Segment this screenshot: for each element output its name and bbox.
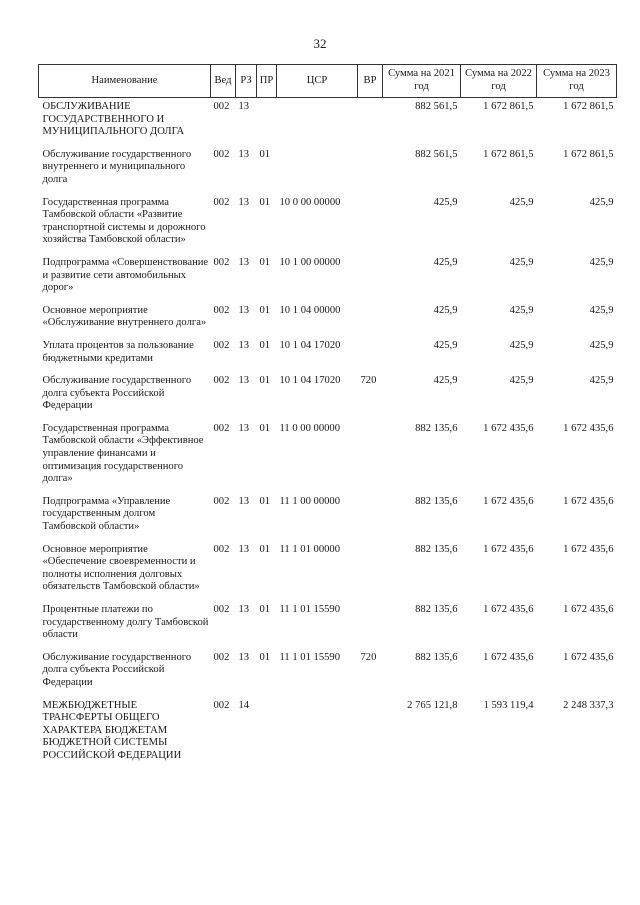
cell-sum-2023: 1 672 861,5 — [563, 101, 614, 112]
cell-ved: 002 — [213, 101, 230, 112]
table-row — [39, 544, 617, 604]
cell-sum-2022: 1 672 861,5 — [483, 101, 534, 112]
cell-csr: 10 1 04 17020 — [279, 339, 341, 351]
cell-sum-2022: 1 672 435,6 — [483, 495, 534, 507]
cell-csr: 11 1 01 00000 — [279, 543, 341, 555]
table-row — [39, 257, 617, 305]
cell-vr — [358, 423, 383, 496]
cell-vr — [358, 544, 383, 604]
cell-pr: 01 — [259, 196, 271, 208]
cell-sum-2022: 425,9 — [509, 375, 534, 387]
cell-csr: 11 1 00 00000 — [279, 495, 341, 507]
header-vr: ВР — [358, 65, 383, 98]
cell-pr: 01 — [259, 651, 271, 663]
cell-name: Обслуживание государственного внутреннего и муниципального долга — [42, 148, 192, 185]
cell-rz: 13 — [238, 101, 250, 112]
cell-sum-2022: 1 672 435,6 — [483, 651, 534, 663]
cell-sum-2023: 1 672 435,6 — [563, 495, 614, 507]
cell-vr — [358, 340, 383, 375]
cell-sum-2022: 425,9 — [509, 304, 534, 316]
cell-rz: 13 — [238, 422, 250, 434]
cell-csr: 10 1 04 17020 — [279, 375, 341, 387]
cell-name: Уплата процентов за пользование бюджетными кредитами — [42, 339, 194, 364]
table-row — [39, 604, 617, 652]
cell-sum-2021: 882 561,5 — [415, 101, 458, 112]
table-body — [39, 98, 617, 773]
cell-ved: 002 — [213, 256, 230, 268]
header-pr: ПР — [257, 65, 277, 98]
cell-vr — [358, 257, 383, 305]
cell-ved: 002 — [213, 148, 230, 160]
cell-vr — [358, 98, 383, 149]
cell-name: Основное мероприятие «Обслуживание внутреннего долга» — [42, 304, 207, 329]
cell-pr: 01 — [259, 604, 271, 615]
table-row — [39, 149, 617, 197]
cell-vr — [358, 700, 383, 773]
cell-vr — [358, 149, 383, 197]
cell-sum-2021: 882 135,6 — [415, 422, 458, 434]
cell-pr: 01 — [259, 543, 271, 555]
cell-sum-2021: 882 135,6 — [415, 651, 458, 663]
cell-vr — [358, 496, 383, 544]
cell-name: Процентные платежи по государственному долгу Тамбовской области — [42, 604, 209, 641]
cell-sum-2023: 1 672 435,6 — [563, 651, 614, 663]
cell-vr: 720 — [360, 375, 377, 387]
cell-rz: 13 — [238, 256, 250, 268]
cell-rz: 13 — [238, 339, 250, 351]
cell-rz: 13 — [238, 543, 250, 555]
table-row — [39, 652, 617, 700]
cell-name: Подпрограмма «Управление государственным долгом Тамбовской области» — [42, 495, 171, 533]
cell-ved: 002 — [213, 304, 230, 316]
cell-csr — [277, 98, 358, 149]
cell-sum-2023: 2 248 337,3 — [563, 699, 614, 711]
header-sum-2021: Сумма на 2021 год — [383, 65, 461, 98]
table-row — [39, 197, 617, 257]
cell-sum-2022: 1 672 861,5 — [483, 148, 534, 160]
cell-name: ОБСЛУЖИВАНИЕ ГОСУДАРСТВЕННОГО И МУНИЦИПАЛЬНОГО ДОЛГА — [42, 101, 185, 138]
cell-csr — [277, 700, 358, 773]
cell-pr: 01 — [259, 375, 271, 387]
cell-pr: 01 — [259, 422, 271, 434]
cell-name: Обслуживание государственного долга субъекта Российской Федерации — [42, 651, 192, 688]
table-row — [39, 340, 617, 375]
cell-sum-2023: 425,9 — [589, 196, 614, 208]
cell-ved: 002 — [213, 495, 230, 507]
cell-rz: 13 — [238, 495, 250, 507]
cell-sum-2021: 425,9 — [433, 196, 458, 208]
cell-csr: 11 0 00 00000 — [279, 422, 341, 434]
header-ved: Вед — [211, 65, 236, 98]
cell-csr: 10 1 00 00000 — [279, 256, 341, 268]
cell-sum-2023: 425,9 — [589, 375, 614, 387]
cell-name: Государственная программа Тамбовской области «Эффективное управление финансами и оптимизация государственного долга» — [42, 422, 204, 485]
cell-pr — [257, 700, 277, 773]
cell-sum-2022: 1 672 435,6 — [483, 604, 534, 615]
cell-rz: 14 — [238, 699, 250, 711]
cell-rz: 13 — [238, 651, 250, 663]
table-row — [39, 98, 617, 149]
cell-ved: 002 — [213, 375, 230, 387]
table-row — [39, 305, 617, 340]
cell-sum-2022: 425,9 — [509, 256, 534, 268]
cell-rz: 13 — [238, 604, 250, 615]
page-number: 32 — [313, 36, 327, 51]
cell-ved: 002 — [213, 699, 230, 711]
cell-pr: 01 — [259, 304, 271, 316]
cell-sum-2023: 425,9 — [589, 339, 614, 351]
cell-csr: 11 1 01 15590 — [279, 604, 341, 615]
table-header — [39, 65, 617, 98]
table-row — [39, 700, 617, 773]
cell-sum-2023: 1 672 435,6 — [563, 543, 614, 555]
header-sum-2022: Сумма на 2022 год — [461, 65, 537, 98]
cell-vr — [358, 197, 383, 257]
cell-csr: 10 1 04 00000 — [279, 304, 341, 316]
cell-pr: 01 — [259, 495, 271, 507]
header-sum-2023: Сумма на 2023 год — [537, 65, 617, 98]
cell-sum-2021: 882 135,6 — [415, 495, 458, 507]
cell-sum-2023: 1 672 861,5 — [563, 148, 614, 160]
header-rz: РЗ — [236, 65, 257, 98]
cell-name: Государственная программа Тамбовской области «Развитие транспортной системы и дорожного хозяйства Тамбовской области» — [42, 196, 206, 246]
table-row — [39, 423, 617, 496]
cell-sum-2022: 425,9 — [509, 196, 534, 208]
budget-table — [38, 64, 617, 773]
cell-vr — [358, 604, 383, 652]
cell-sum-2023: 425,9 — [589, 304, 614, 316]
cell-sum-2023: 1 672 435,6 — [563, 604, 614, 615]
table-row — [39, 496, 617, 544]
cell-rz: 13 — [238, 375, 250, 387]
cell-pr: 01 — [259, 339, 271, 351]
cell-ved: 002 — [213, 651, 230, 663]
cell-name: МЕЖБЮДЖЕТНЫЕ ТРАНСФЕРТЫ ОБЩЕГО ХАРАКТЕРА БЮДЖЕТАМ БЮДЖЕТНОЙ СИСТЕМЫ РОССИЙСКОЙ ФЕДЕРАЦИИ — [42, 699, 182, 761]
cell-rz: 13 — [238, 304, 250, 316]
cell-csr — [277, 149, 358, 197]
cell-rz: 13 — [238, 196, 250, 208]
cell-ved: 002 — [213, 543, 230, 555]
cell-sum-2021: 882 135,6 — [415, 543, 458, 555]
cell-name: Основное мероприятие «Обеспечение своевременности и полноты исполнения долговых обязательств Тамбовской области» — [42, 543, 200, 593]
cell-rz: 13 — [238, 148, 250, 160]
cell-name: Подпрограмма «Совершенствование и развитие сети автомобильных дорог» — [42, 256, 209, 294]
header-csr: ЦСР — [277, 65, 358, 98]
cell-sum-2022: 1 672 435,6 — [483, 422, 534, 434]
cell-sum-2023: 425,9 — [589, 256, 614, 268]
cell-sum-2021: 882 135,6 — [415, 604, 458, 615]
table-row — [39, 375, 617, 423]
cell-vr: 720 — [360, 651, 377, 663]
cell-ved: 002 — [213, 604, 230, 615]
cell-sum-2021: 425,9 — [433, 375, 458, 387]
cell-sum-2021: 425,9 — [433, 256, 458, 268]
cell-sum-2021: 425,9 — [433, 339, 458, 351]
cell-sum-2021: 2 765 121,8 — [407, 699, 458, 711]
cell-sum-2022: 1 672 435,6 — [483, 543, 534, 555]
cell-ved: 002 — [213, 196, 230, 208]
cell-csr: 11 1 01 15590 — [279, 651, 341, 663]
cell-sum-2022: 425,9 — [509, 339, 534, 351]
cell-sum-2021: 882 561,5 — [415, 148, 458, 160]
header-name: Наименование — [39, 65, 211, 98]
cell-name: Обслуживание государственного долга субъекта Российской Федерации — [42, 375, 192, 412]
cell-pr: 01 — [259, 256, 271, 268]
cell-ved: 002 — [213, 339, 230, 351]
cell-ved: 002 — [213, 422, 230, 434]
cell-pr: 01 — [259, 148, 271, 160]
cell-sum-2022: 1 593 119,4 — [483, 699, 534, 711]
cell-sum-2021: 425,9 — [433, 304, 458, 316]
cell-pr — [257, 98, 277, 149]
cell-vr — [358, 305, 383, 340]
cell-csr: 10 0 00 00000 — [279, 196, 341, 208]
cell-sum-2023: 1 672 435,6 — [563, 422, 614, 434]
